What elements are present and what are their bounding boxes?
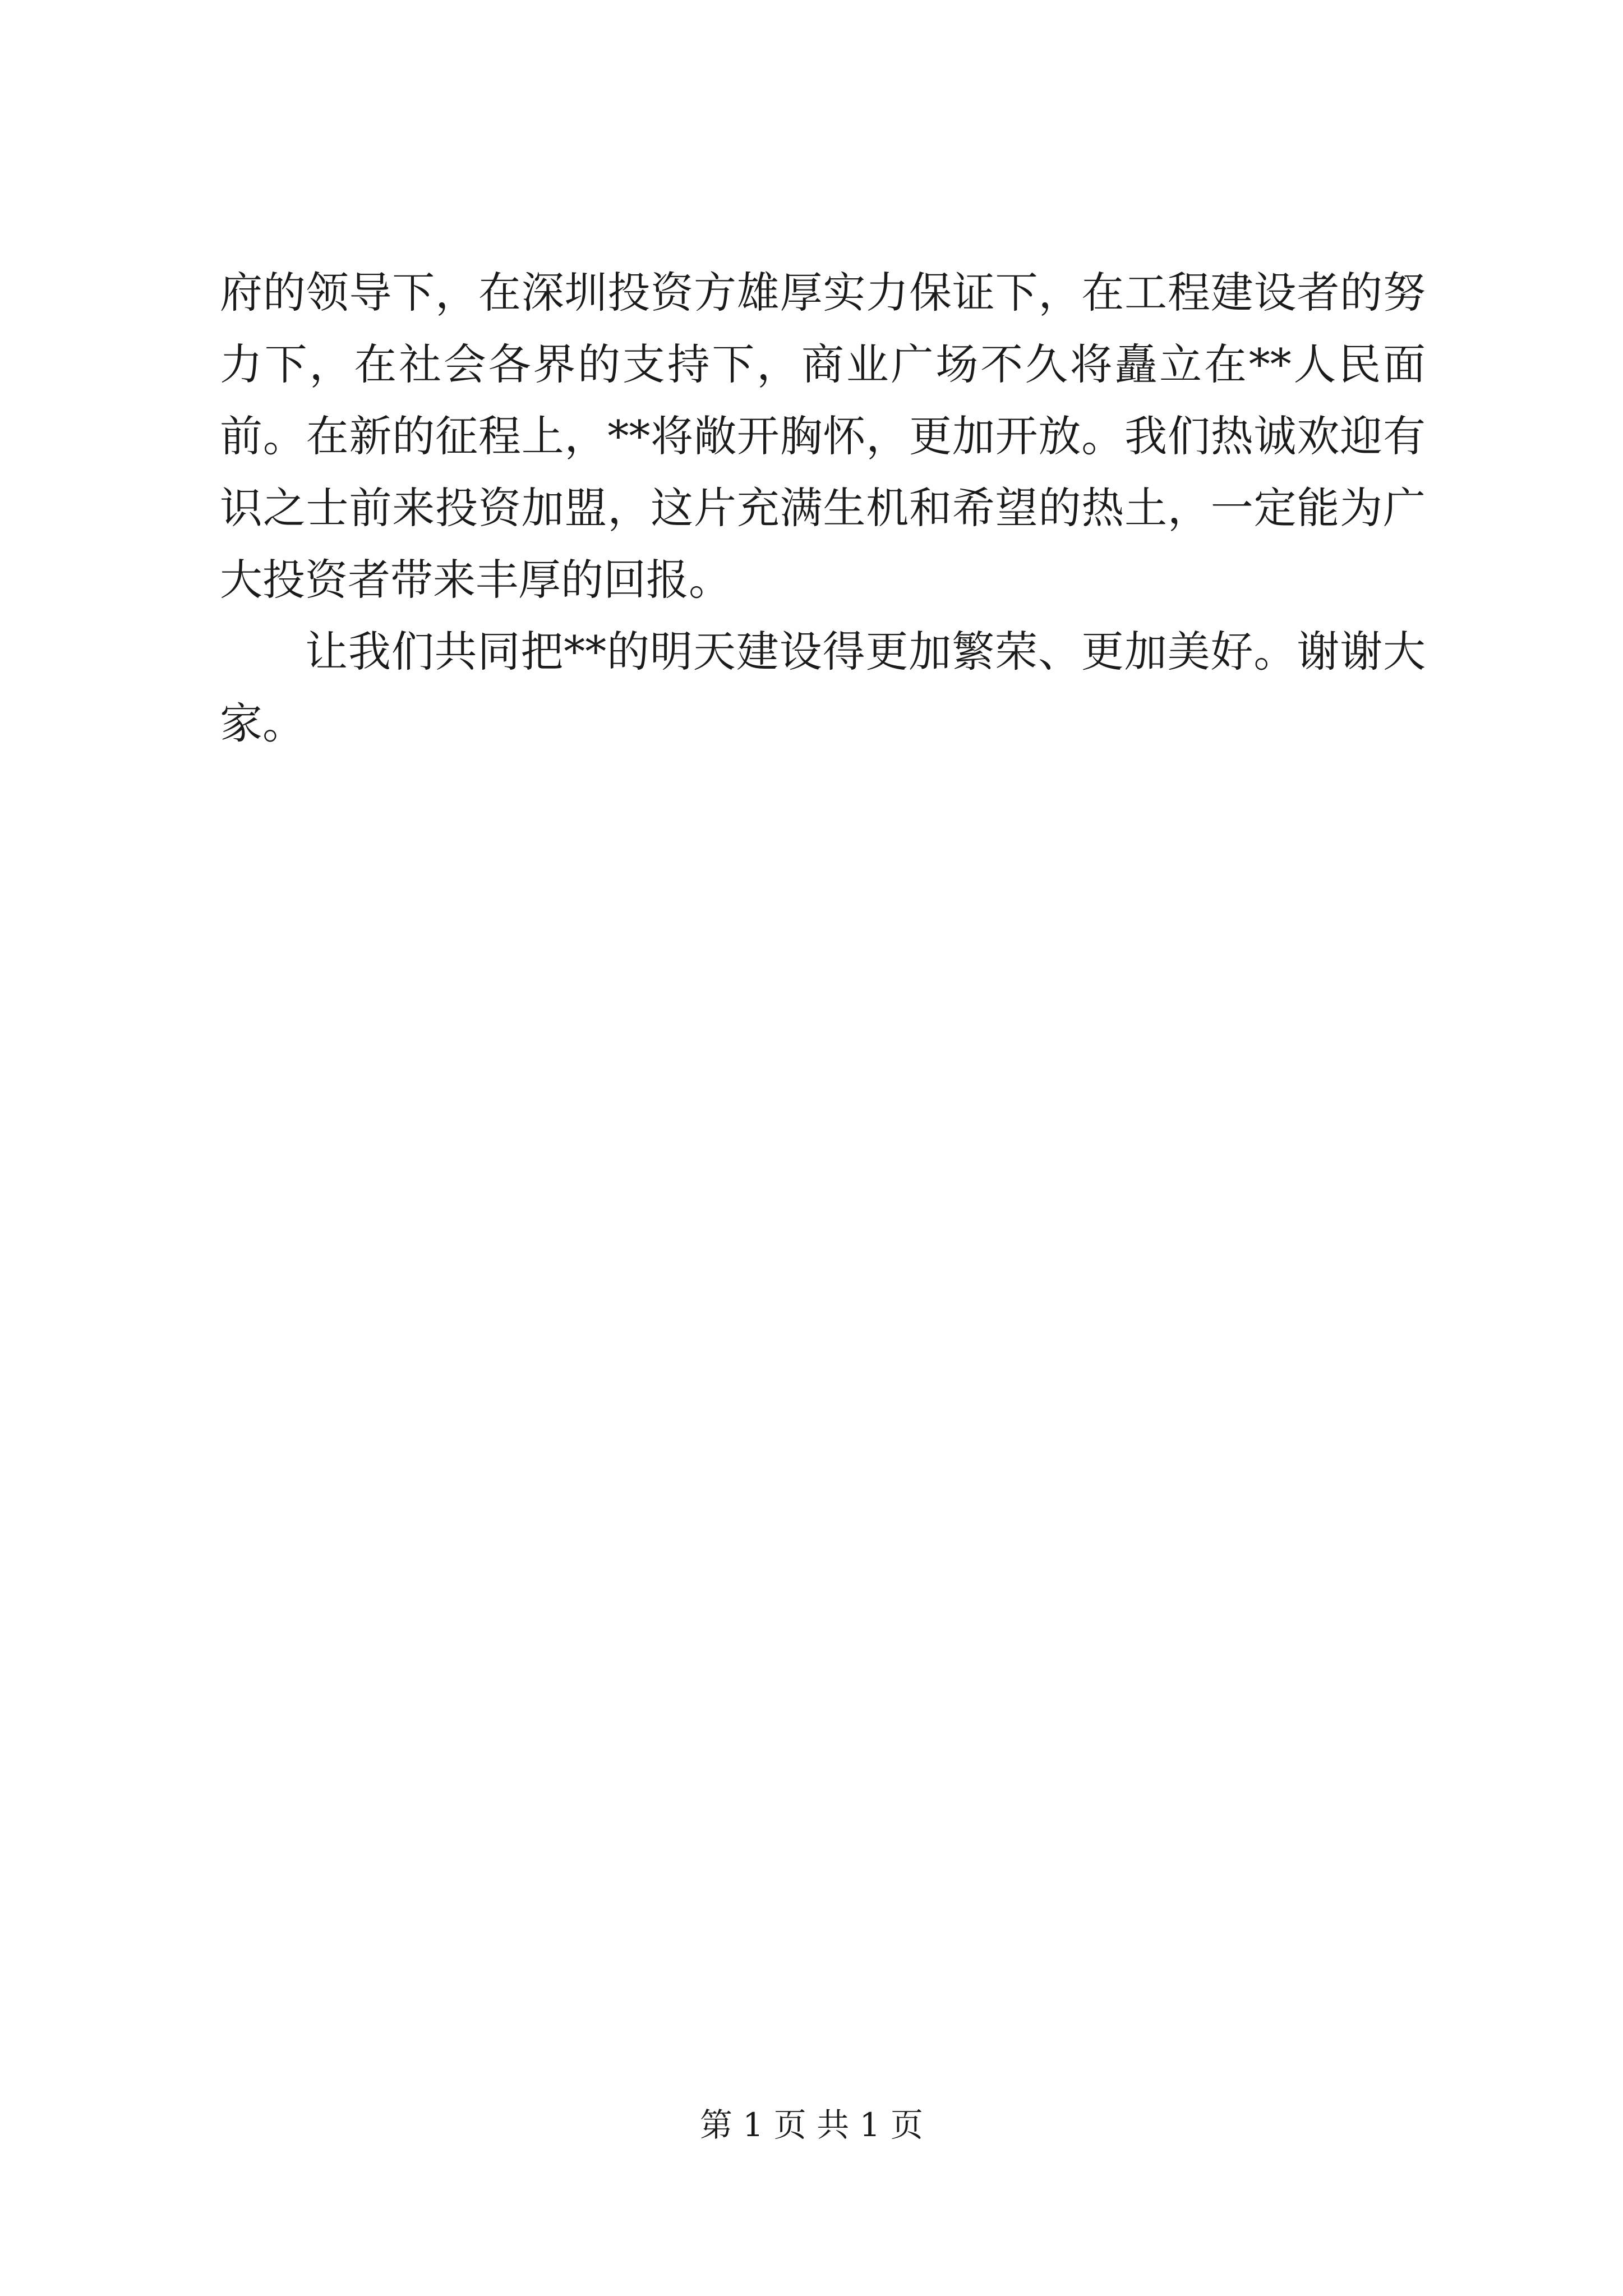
document-body — [220, 257, 1426, 760]
paragraph-continuation: 府的领导下，在深圳投资方雄厚实力保证下，在工程建设者的努力下，在社会各界的支持下，商业广场不久将矗立在**人民面前。在新的征程上，**将敞开胸怀，更加开放。我们热诚欢迎有识之士前来投资加盟，这片充满生机和希望的热土，一定能为广大投资者带来丰厚的回报。 — [220, 268, 1426, 605]
paragraph-closing: 让我们共同把**的明天建设得更加繁荣、更加美好。谢谢大家。 — [220, 627, 1426, 748]
page-number-footer: 第 1 页 共 1 页 — [700, 2106, 923, 2144]
